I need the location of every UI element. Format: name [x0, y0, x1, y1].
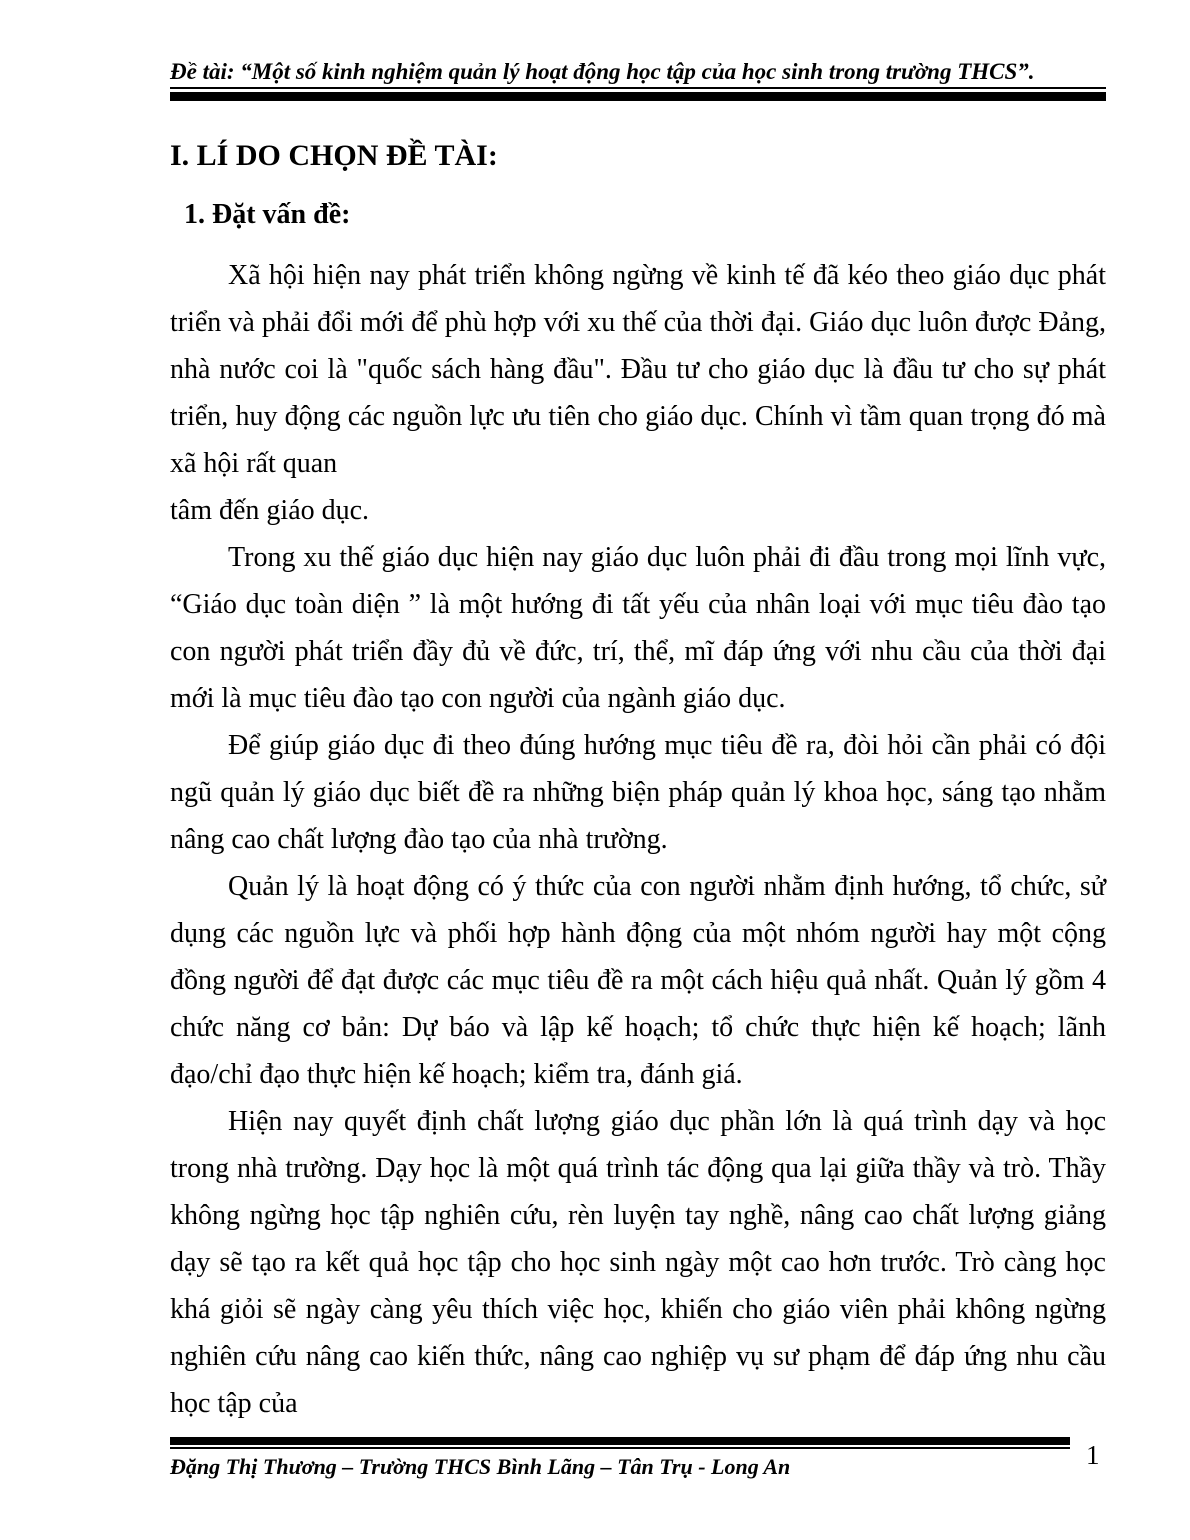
section-title: I. LÍ DO CHỌN ĐỀ TÀI:: [170, 139, 498, 172]
page-header: [170, 58, 1106, 101]
page-number: 1: [1086, 1440, 1100, 1470]
footer-divider-thick-bar: [170, 1437, 1070, 1445]
paragraph-1-continuation: tâm đến giáo dục.: [170, 495, 370, 526]
running-head-title: Đề tài: “Một số kinh nghiệm quản lý hoạt động học tập của học sinh trong trường THCS”.: [170, 59, 1035, 84]
subsection-title: 1. Đặt vấn đề:: [184, 199, 351, 230]
paragraph-5: Hiện nay quyết định chất lượng giáo dục phần lớn là quá trình dạy và học trong nhà trường. Dạy học là một quá trình tác động qua lại giữa thầy và trò. Thầy không ngừng học tập nghiên cứu, rèn luyện tay nghề, nâng cao chất lượng giảng dạy sẽ tạo ra kết quả học tập cho học sinh ngày một cao hơn trước. Trò càng học khá giỏi sẽ ngày càng yêu thích việc học, khiến cho giáo viên phải không ngừng nghiên cứu nâng cao kiến thức, nâng cao nghiệp vụ sư phạm để đáp ứng nhu cầu học tập của: [170, 1106, 1106, 1419]
paragraph-2: Trong xu thế giáo dục hiện nay giáo dục luôn phải đi đầu trong mọi lĩnh vực, “Giáo dục toàn diện ” là một hướng đi tất yếu của nhân loại với mục tiêu đào tạo con người phát triển đầy đủ về đức, trí, thể, mĩ đáp ứng với nhu cầu của thời đại mới là mục tiêu đào tạo con người của ngành giáo dục.: [170, 542, 1106, 714]
paragraph-1: Xã hội hiện nay phát triển không ngừng về kinh tế đã kéo theo giáo dục phát triển và phải đổi mới để phù hợp với xu thế của thời đại. Giáo dục luôn được Đảng, nhà nước coi là "quốc sách hàng đầu". Đầu tư cho giáo dục là đầu tư cho sự phát triển, huy động các nguồn lực ưu tiên cho giáo dục. Chính vì tầm quan trọng đó mà xã hội rất quan: [170, 260, 1106, 479]
document-body: [170, 139, 1106, 1427]
footer-author-line: Đặng Thị Thương – Trường THCS Bình Lãng – Tân Trụ - Long An: [170, 1454, 791, 1479]
footer-divider-thin-line: [170, 1447, 1070, 1449]
paragraph-4: Quản lý là hoạt động có ý thức của con người nhằm định hướng, tổ chức, sử dụng các nguồn lực và phối hợp hành động của một nhóm người hay một cộng đồng người để đạt được các mục tiêu đề ra một cách hiệu quả nhất. Quản lý gồm 4 chức năng cơ bản: Dự báo và lập kế hoạch; tổ chức thực hiện kế hoạch; lãnh đạo/chỉ đạo thực hiện kế hoạch; kiểm tra, đánh giá.: [170, 871, 1106, 1090]
page-footer: [170, 1437, 1070, 1480]
paragraph-3: Để giúp giáo dục đi theo đúng hướng mục tiêu đề ra, đòi hỏi cần phải có đội ngũ quản lý giáo dục biết đề ra những biện pháp quản lý khoa học, sáng tạo nhằm nâng cao chất lượng đào tạo của nhà trường.: [170, 730, 1106, 855]
header-divider-thin-line: [170, 87, 1106, 89]
header-divider-thick-bar: [170, 92, 1106, 101]
